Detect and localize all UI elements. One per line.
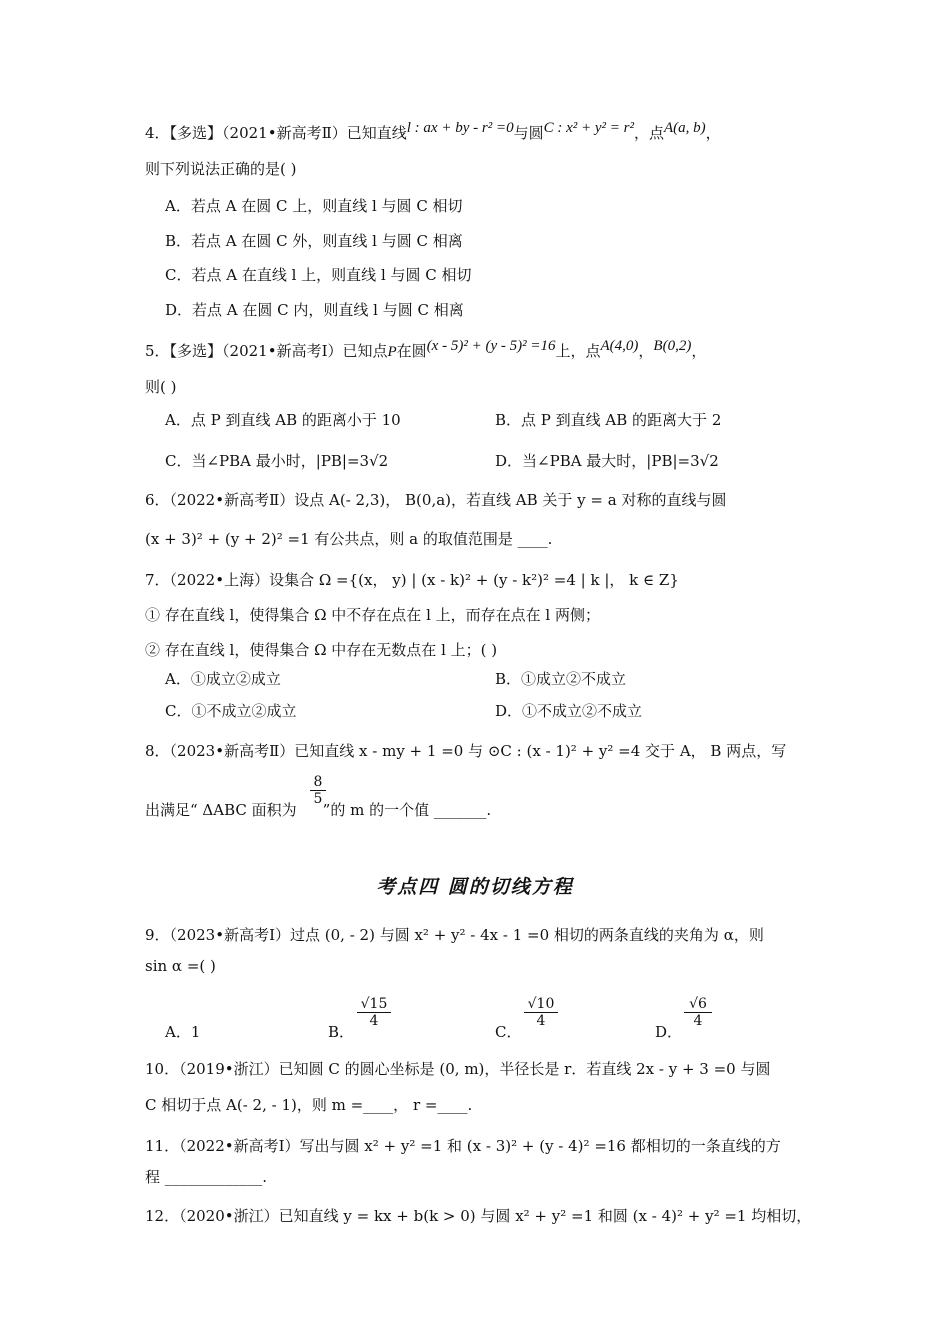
- q5-option-a: A．点 P 到直线 AB 的距离小于 10: [165, 411, 401, 429]
- q7-option-a: A．①成立②成立: [165, 670, 281, 688]
- q8-line2-start: 出满足“ ΔABC 面积为: [145, 801, 297, 819]
- q4-line2: 则下列说法正确的是( ): [145, 160, 297, 178]
- q9-option-c-num: √10: [524, 996, 558, 1013]
- q8-line2: [145, 799, 810, 821]
- q11-line2: 程 _____________.: [145, 1168, 268, 1186]
- q5-option-d: D．当∠PBA 最大时，|PB|=3√2: [495, 452, 719, 470]
- q9-option-d-num: √6: [684, 996, 712, 1013]
- q9-option-d-label: D．: [655, 1023, 683, 1041]
- q7-option-b: B．①成立②不成立: [495, 670, 627, 688]
- q8-line2-end: ”的 m 的一个值 _______.: [322, 801, 492, 819]
- q6-line1: 6．（2022•新高考Ⅱ）设点 A(- 2,3)， B(0,a)，若直线 AB 关于 y = a 对称的直线与圆: [145, 491, 727, 509]
- q4-point-a: A(a, b): [664, 120, 706, 136]
- q5-end: ，: [691, 342, 707, 360]
- q4-end: ，: [705, 124, 721, 142]
- q4-mid: 与圆: [513, 124, 544, 142]
- q5-intro: 5．【多选】（2021•新高考Ⅰ）已知点: [145, 342, 388, 360]
- q10-line2: C 相切于点 A(- 2, - 1)，则 m =____， r =____.: [145, 1096, 473, 1114]
- q4-tail: ，点: [633, 124, 664, 142]
- q9-option-d-den: 4: [693, 1013, 703, 1029]
- q5-line1: [145, 340, 810, 363]
- q5-circle-equation: (x - 5)² + (y - 5)² =16: [426, 338, 556, 354]
- q6-line2: (x + 3)² + (y + 2)² =1 有公共点，则 a 的取值范围是 ____.: [145, 530, 553, 548]
- q4-line-equation: l : ax + by - r² =0: [406, 120, 514, 136]
- q7-line3: ② 存在直线 l，使得集合 Ω 中存在无数点在 l 上；( ): [145, 641, 498, 659]
- q9-option-b-den: 4: [369, 1013, 379, 1029]
- q5-option-b: B．点 P 到直线 AB 的距离大于 2: [495, 411, 722, 429]
- q4-intro: 4．【多选】（2021•新高考Ⅱ）已知直线: [145, 124, 407, 142]
- q7-line1: 7．（2022•上海）设集合 Ω ={(x， y) | (x - k)² + (y - k²)² =4 | k |， k ∈ Z}: [145, 571, 679, 589]
- q7-line2: ① 存在直线 l，使得集合 Ω 中不存在点在 l 上，而存在点在 l 两侧；: [145, 606, 600, 624]
- q5-option-c: C．当∠PBA 最小时，|PB|=3√2: [165, 452, 389, 470]
- q12-line1: 12．（2020•浙江）已知直线 y = kx + b(k > 0) 与圆 x² + y² =1 和圆 (x - 4)² + y² =1 均相切，: [145, 1207, 812, 1225]
- q9-option-d-fraction: [684, 996, 712, 1029]
- q9-option-b-fraction: [357, 996, 391, 1029]
- q10-line1: 10．（2019•浙江）已知圆 C 的圆心坐标是 (0, m)，半径长是 r．若直线 2x - y + 3 =0 与圆: [145, 1060, 771, 1078]
- q11-line1: 11．（2022•新高考Ⅰ）写出与圆 x² + y² =1 和 (x - 3)² + (y - 4)² =16 都相切的一条直线的方: [145, 1137, 781, 1155]
- q9-option-a: A．1: [165, 1023, 201, 1041]
- q7-option-d: D．①不成立②不成立: [495, 702, 643, 720]
- q4-option-b: B．若点 A 在圆 C 外，则直线 l 与圆 C 相离: [165, 232, 463, 250]
- q5-point-b: B(0,2): [653, 338, 692, 354]
- q4-option-d: D．若点 A 在圆 C 内，则直线 l 与圆 C 相离: [165, 301, 464, 319]
- q5-mid: 在圆: [396, 342, 427, 360]
- q9-option-b-num: √15: [357, 996, 391, 1013]
- q8-fraction: [310, 774, 326, 807]
- q9-line1: 9．（2023•新高考Ⅰ）过点 (0, - 2) 与圆 x² + y² - 4x - 1 =0 相切的两条直线的夹角为 α，则: [145, 926, 764, 944]
- q4-option-a: A．若点 A 在圆 C 上，则直线 l 与圆 C 相切: [165, 197, 463, 215]
- q8-line1: 8．（2023•新高考Ⅱ）已知直线 x - my + 1 =0 与 ⊙C : (x - 1)² + y² =4 交于 A， B 两点，写: [145, 742, 787, 760]
- q4-circle-equation: C : x² + y² = r²: [543, 120, 634, 136]
- q4-option-c: C．若点 A 在直线 l 上，则直线 l 与圆 C 相切: [165, 266, 472, 284]
- q8-fraction-den: 5: [313, 791, 323, 807]
- q5-line2: 则( ): [145, 378, 177, 396]
- q9-option-c-den: 4: [536, 1013, 546, 1029]
- q5-point-p: P: [387, 344, 397, 360]
- q9-line2: sin α =( ): [145, 957, 216, 975]
- q9-option-c-label: C．: [495, 1023, 522, 1041]
- q7-option-c: C．①不成立②成立: [165, 702, 297, 720]
- q9-option-b-label: B．: [328, 1023, 355, 1041]
- q5-tail: 上，点: [555, 342, 601, 360]
- section-title: 考点四 圆的切线方程: [376, 876, 574, 898]
- q4-line1: [145, 122, 810, 145]
- q9-option-c-fraction: [524, 996, 558, 1029]
- q8-fraction-num: 8: [310, 774, 326, 791]
- q5-sep: ，: [638, 342, 654, 360]
- q5-point-a: A(4,0): [600, 338, 639, 354]
